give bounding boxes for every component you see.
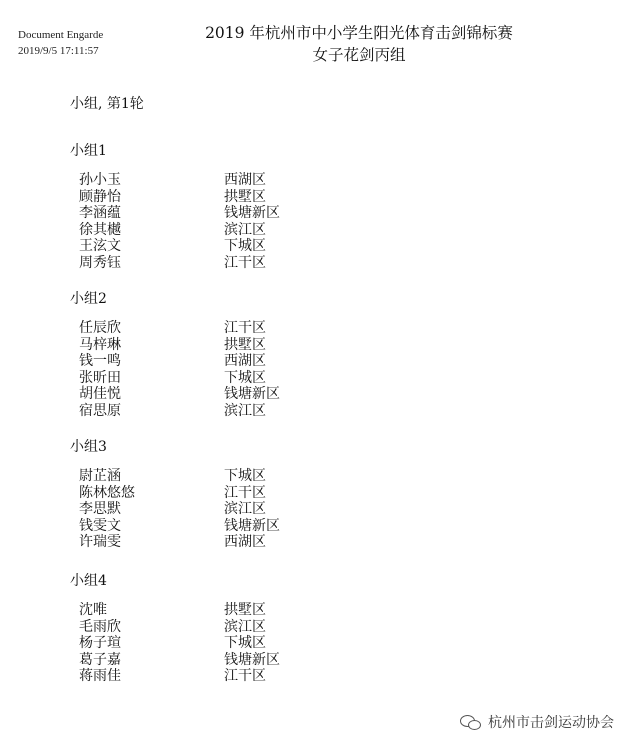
fencer-row xyxy=(79,172,379,189)
fencer-row xyxy=(79,189,379,206)
fencer-row xyxy=(79,386,379,403)
fencer-name: 尉芷涵 xyxy=(79,468,121,484)
fencer-row xyxy=(79,534,379,551)
group-title: 小组2 xyxy=(70,291,107,307)
fencer-row xyxy=(79,619,379,636)
fencer-district: 滨江区 xyxy=(224,618,266,635)
fencer-district: 拱墅区 xyxy=(224,336,266,353)
fencer-row xyxy=(79,205,379,222)
fencer-row xyxy=(79,403,379,420)
fencer-district: 江干区 xyxy=(224,668,266,684)
watermark xyxy=(460,712,614,732)
fencer-name: 孙小玉 xyxy=(79,172,121,188)
fencer-name: 张昕田 xyxy=(79,369,121,386)
fencer-district: 滨江区 xyxy=(224,402,266,419)
wechat-icon xyxy=(460,714,482,730)
fencer-name: 周秀钰 xyxy=(79,254,121,271)
print-timestamp: 2019/9/5 17:11:57 xyxy=(18,45,99,57)
fencer-district: 江干区 xyxy=(224,320,266,336)
fencer-district: 西湖区 xyxy=(224,534,266,550)
fencer-name: 毛雨欣 xyxy=(79,618,121,635)
fencer-name: 王泫文 xyxy=(79,238,121,254)
fencer-name: 钱雯文 xyxy=(79,517,121,534)
watermark-text: 杭州市击剑运动协会 xyxy=(488,715,614,731)
fencer-district: 下城区 xyxy=(224,468,266,484)
fencer-district: 滨江区 xyxy=(224,501,266,517)
fencer-name: 马梓琳 xyxy=(79,336,121,353)
fencer-name: 钱一鸣 xyxy=(79,353,121,369)
fencer-row xyxy=(79,222,379,239)
fencer-name: 李涵蕴 xyxy=(79,205,121,221)
fencer-row xyxy=(79,485,379,502)
group-title: 小组4 xyxy=(70,573,107,589)
fencer-row xyxy=(79,238,379,255)
fencer-district: 下城区 xyxy=(224,635,266,651)
fencer-row xyxy=(79,255,379,272)
fencer-name: 陈林悠悠 xyxy=(79,484,135,501)
fencer-row xyxy=(79,602,379,619)
fencer-district: 拱墅区 xyxy=(224,188,266,205)
fencer-row xyxy=(79,501,379,518)
fencer-name: 葛子嘉 xyxy=(79,651,121,668)
fencer-name: 宿思原 xyxy=(79,402,121,419)
fencer-district: 钱塘新区 xyxy=(224,386,280,402)
fencer-row xyxy=(79,468,379,485)
fencer-name: 沈唯 xyxy=(79,602,107,618)
document-header xyxy=(200,22,518,66)
fencer-district: 钱塘新区 xyxy=(224,517,280,534)
fencer-row xyxy=(79,320,379,337)
fencer-row xyxy=(79,668,379,685)
fencer-name: 徐其樾 xyxy=(79,221,121,238)
fencer-district: 钱塘新区 xyxy=(224,651,280,668)
fencer-row xyxy=(79,652,379,669)
fencer-district: 下城区 xyxy=(224,238,266,254)
fencer-district: 江干区 xyxy=(224,484,266,501)
fencer-row xyxy=(79,353,379,370)
fencer-name: 任辰欣 xyxy=(79,320,121,336)
fencer-district: 拱墅区 xyxy=(224,602,266,618)
fencer-row xyxy=(79,337,379,354)
fencer-district: 钱塘新区 xyxy=(224,205,280,221)
fencer-district: 下城区 xyxy=(224,369,266,386)
fencer-district: 滨江区 xyxy=(224,221,266,238)
fencer-name: 蒋雨佳 xyxy=(79,668,121,684)
page-title: 2019 年杭州市中小学生阳光体育击剑锦标赛 xyxy=(205,24,513,42)
fencer-name: 胡佳悦 xyxy=(79,386,121,402)
software-name: Document Engarde xyxy=(18,29,104,41)
page-subtitle: 女子花剑丙组 xyxy=(312,46,406,64)
group-title: 小组1 xyxy=(70,143,107,159)
fencer-name: 李思默 xyxy=(79,501,121,517)
fencer-district: 西湖区 xyxy=(224,353,266,369)
group-title: 小组3 xyxy=(70,439,107,455)
fencer-row xyxy=(79,370,379,387)
round-title: 小组, 第1轮 xyxy=(70,96,144,112)
fencer-name: 许瑞雯 xyxy=(79,534,121,550)
fencer-district: 江干区 xyxy=(224,254,266,271)
document-meta xyxy=(18,27,103,59)
fencer-name: 杨子瑄 xyxy=(79,635,121,651)
fencer-district: 西湖区 xyxy=(224,172,266,188)
fencer-name: 顾静怡 xyxy=(79,188,121,205)
fencer-row xyxy=(79,518,379,535)
fencer-row xyxy=(79,635,379,652)
